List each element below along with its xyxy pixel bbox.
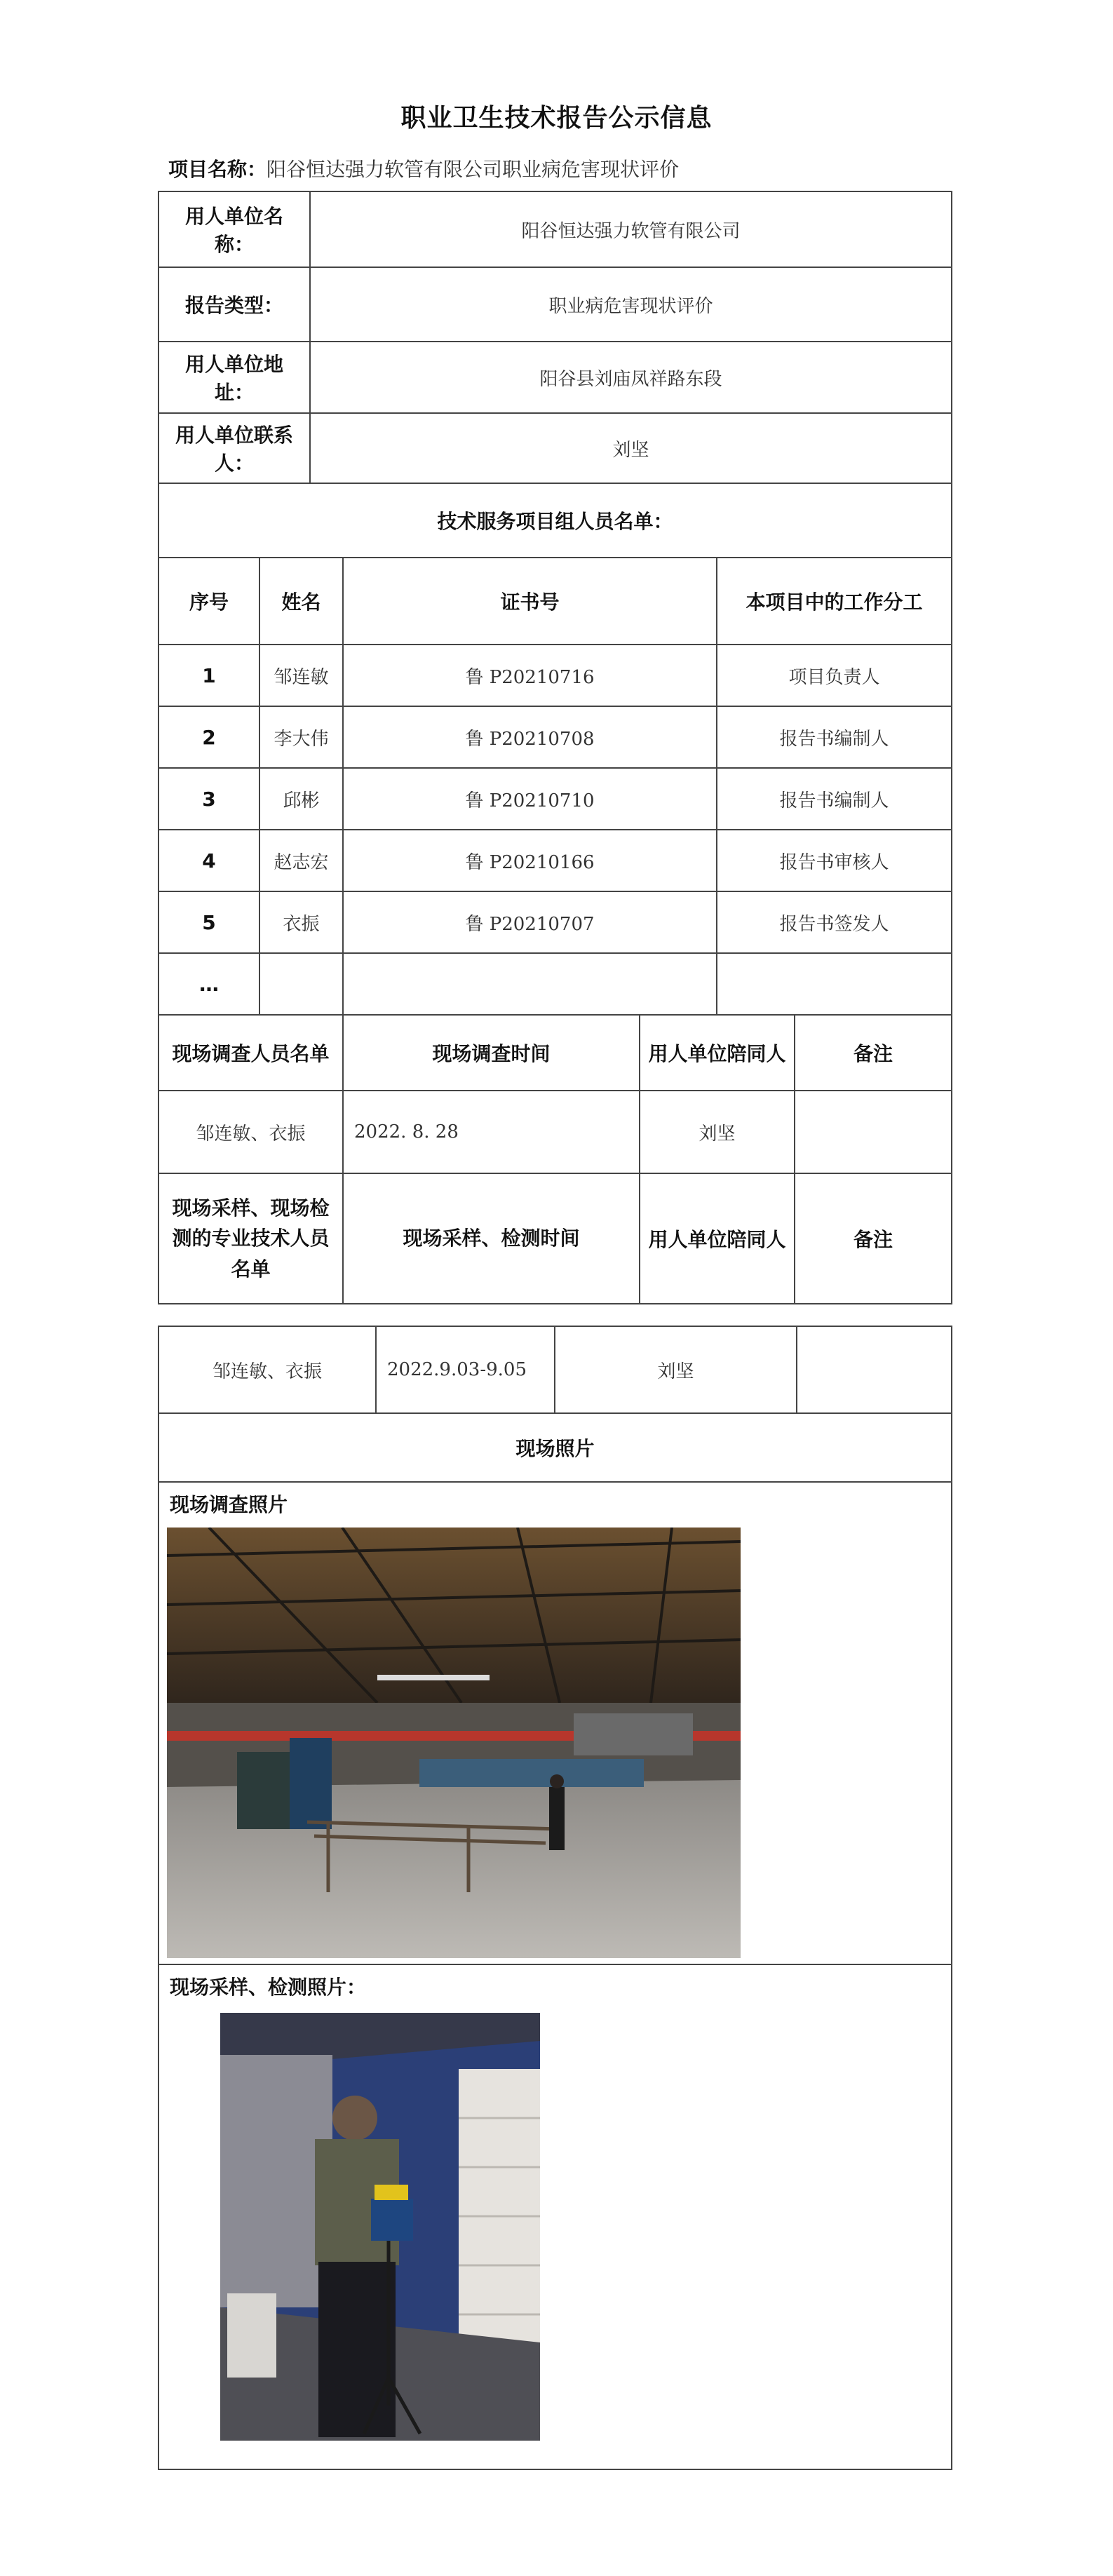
row-empty-cell	[717, 953, 952, 1015]
row-cert: 鲁 P20210710	[343, 768, 717, 830]
unit-address-value: 阳谷县刘庙凤祥路东段	[310, 342, 952, 413]
project-name-label: 项目名称：	[168, 158, 267, 181]
row-name: 衣振	[259, 891, 343, 953]
unit-address-label: 用人单位地址：	[158, 342, 310, 413]
row-cert: 鲁 P20210716	[343, 645, 717, 706]
row-role: 报告书审核人	[717, 830, 952, 891]
row-cert: 鲁 P20210707	[343, 891, 717, 953]
table-row	[158, 830, 952, 891]
sampling-note	[797, 1326, 952, 1413]
survey-header-note: 备注	[795, 1015, 952, 1091]
report-type-label: 报告类型：	[158, 267, 310, 342]
unit-name-value: 阳谷恒达强力软管有限公司	[310, 191, 952, 267]
survey-photo-label: 现场调查照片	[170, 1493, 288, 1516]
team-header-role: 本项目中的工作分工	[717, 558, 952, 645]
survey-names: 邹连敏、衣振	[158, 1091, 343, 1173]
table-row	[158, 706, 952, 768]
row-empty-cell	[343, 953, 717, 1015]
row-ellipsis: …	[158, 953, 259, 1015]
survey-note	[795, 1091, 952, 1173]
survey-header-escort: 用人单位陪同人	[640, 1015, 795, 1091]
sampling-names: 邹连敏、衣振	[158, 1326, 376, 1413]
row-no: 4	[158, 830, 259, 891]
table-row	[158, 768, 952, 830]
row-empty-cell	[259, 953, 343, 1015]
row-name: 邱彬	[259, 768, 343, 830]
team-header-name: 姓名	[259, 558, 343, 645]
project-name-line	[168, 154, 679, 182]
team-header-cert: 证书号	[343, 558, 717, 645]
table-row	[158, 645, 952, 706]
sampling-photo	[220, 2013, 540, 2441]
table-row	[158, 953, 952, 1015]
info-table	[158, 191, 952, 1304]
report-type-value: 职业病危害现状评价	[310, 267, 952, 342]
row-no: 5	[158, 891, 259, 953]
row-no: 2	[158, 706, 259, 768]
team-header-no: 序号	[158, 558, 259, 645]
survey-header-time: 现场调查时间	[343, 1015, 640, 1091]
row-no: 3	[158, 768, 259, 830]
sampling-photo-label: 现场采样、检测照片：	[170, 1976, 367, 1999]
sampling-header-time: 现场采样、检测时间	[343, 1173, 640, 1304]
row-role: 报告书编制人	[717, 706, 952, 768]
survey-time: 2022. 8. 28	[343, 1091, 640, 1173]
row-role: 报告书编制人	[717, 768, 952, 830]
row-name: 赵志宏	[259, 830, 343, 891]
row-role: 项目负责人	[717, 645, 952, 706]
photos-heading: 现场照片	[158, 1413, 952, 1482]
survey-header-names: 现场调查人员名单	[158, 1015, 343, 1091]
row-cert: 鲁 P20210166	[343, 830, 717, 891]
row-role: 报告书签发人	[717, 891, 952, 953]
table-row	[158, 891, 952, 953]
team-heading: 技术服务项目组人员名单：	[158, 483, 952, 558]
project-name-value: 阳谷恒达强力软管有限公司职业病危害现状评价	[267, 158, 680, 181]
sampling-header-note: 备注	[795, 1173, 952, 1304]
sampling-time: 2022.9.03-9.05	[376, 1326, 555, 1413]
sampling-escort: 刘坚	[555, 1326, 797, 1413]
unit-contact-label: 用人单位联系人：	[158, 413, 310, 483]
row-name: 邹连敏	[259, 645, 343, 706]
unit-contact-value: 刘坚	[310, 413, 952, 483]
survey-escort: 刘坚	[640, 1091, 795, 1173]
survey-photo	[167, 1528, 741, 1958]
row-name: 李大伟	[259, 706, 343, 768]
unit-name-label: 用人单位名称：	[158, 191, 310, 267]
row-no: 1	[158, 645, 259, 706]
sampling-header-names: 现场采样、现场检测的专业技术人员名单	[158, 1173, 343, 1304]
sampling-header-escort: 用人单位陪同人	[640, 1173, 795, 1304]
row-cert: 鲁 P20210708	[343, 706, 717, 768]
page-title: 职业卫生技术报告公示信息	[400, 104, 713, 133]
